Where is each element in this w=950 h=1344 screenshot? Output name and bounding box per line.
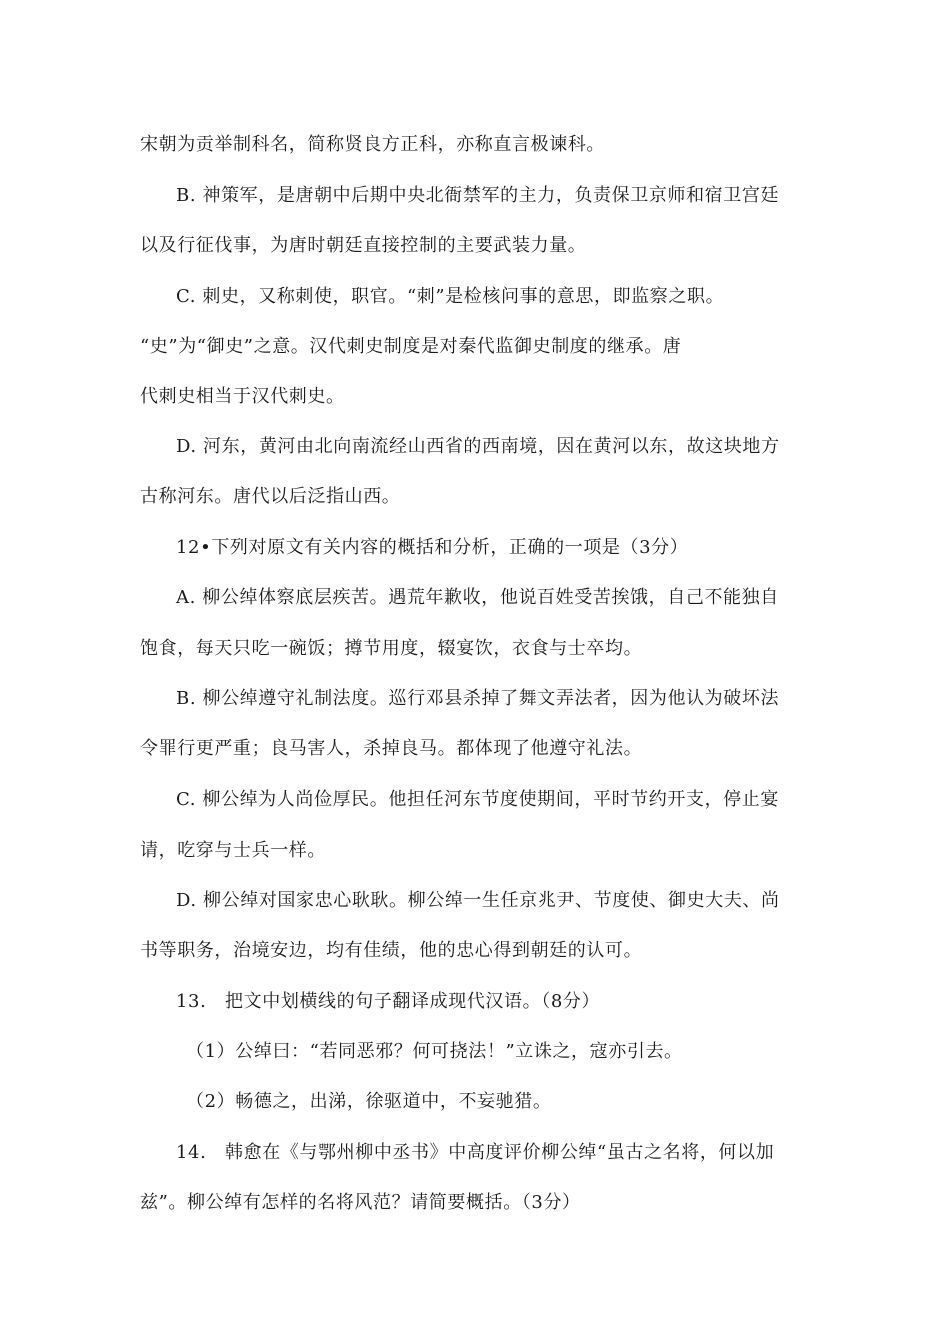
- option-c-line-1: C. 刺史，又称刺使，职官。“刺”是检核问事的意思，即监察之职。: [176, 286, 725, 307]
- question-13-title: 13. 把文中划横线的句子翻译成现代汉语。（8分）: [176, 991, 601, 1012]
- question-14-line-2: 兹”。柳公绰有怎样的名将风范？请简要概括。（3分）: [140, 1192, 581, 1213]
- option-c-line-3: 代刺史相当于汉代刺史。: [140, 386, 345, 407]
- q12-option-d-line-2: 书等职务，治境安边，均有佳绩，他的忠心得到朝廷的认可。: [140, 940, 643, 961]
- q12-option-c-line-1: C. 柳公绰为人尚俭厚民。他担任河东节度使期间，平时节约开支，停止宴: [176, 789, 779, 810]
- q12-option-b-line-1: B. 柳公绰遵守礼制法度。巡行邓县杀掉了舞文弄法者，因为他认为破坏法: [176, 688, 780, 709]
- q12-option-a-line-1: A. 柳公绰体察底层疾苦。遇荒年歉收，他说百姓受苦挨饿，自己不能独自: [176, 587, 779, 608]
- q12-option-d-line-1: D. 柳公绰对国家忠心耿耿。柳公绰一生任京兆尹、节度使、御史大夫、尚: [176, 890, 780, 911]
- q12-option-c-line-2: 请，吃穿与士兵一样。: [140, 840, 326, 861]
- option-c-line-2: “史”为“御史”之意。汉代刺史制度是对秦代监御史制度的继承。唐: [140, 336, 682, 357]
- text-line-1: 宋朝为贡举制科名，简称贤良方正科，亦称直言极谏科。: [140, 134, 605, 155]
- question-12-title: 12•下列对原文有关内容的概括和分析，正确的一项是（3分）: [176, 537, 689, 558]
- option-b-line-2: 以及行征伐事，为唐时朝廷直接控制的主要武装力量。: [140, 235, 587, 256]
- q12-option-a-line-2: 饱食，每天只吃一碗饭；撙节用度，辍宴饮，衣食与士卒均。: [140, 638, 643, 659]
- q12-option-b-line-2: 令罪行更严重；良马害人，杀掉良马。都体现了他遵守礼法。: [140, 738, 643, 759]
- option-b-line-1: B. 神策军，是唐朝中后期中央北衙禁军的主力，负责保卫京师和宿卫宫廷: [176, 185, 780, 206]
- q13-sentence-2: （2）畅德之，出涕，徐驱道中，不妄驰猎。: [186, 1091, 552, 1112]
- option-d-line-2: 古称河东。唐代以后泛指山西。: [140, 486, 401, 507]
- q13-sentence-1: （1）公绰曰：“若同恶邪？何可挠法！”立诛之，寇亦引去。: [186, 1041, 683, 1062]
- question-14-line-1: 14. 韩愈在《与鄂州柳中丞书》中高度评价柳公绰“虽古之名将，何以加: [176, 1142, 775, 1163]
- option-d-line-1: D. 河东，黄河由北向南流经山西省的西南境，因在黄河以东，故这块地方: [176, 436, 780, 457]
